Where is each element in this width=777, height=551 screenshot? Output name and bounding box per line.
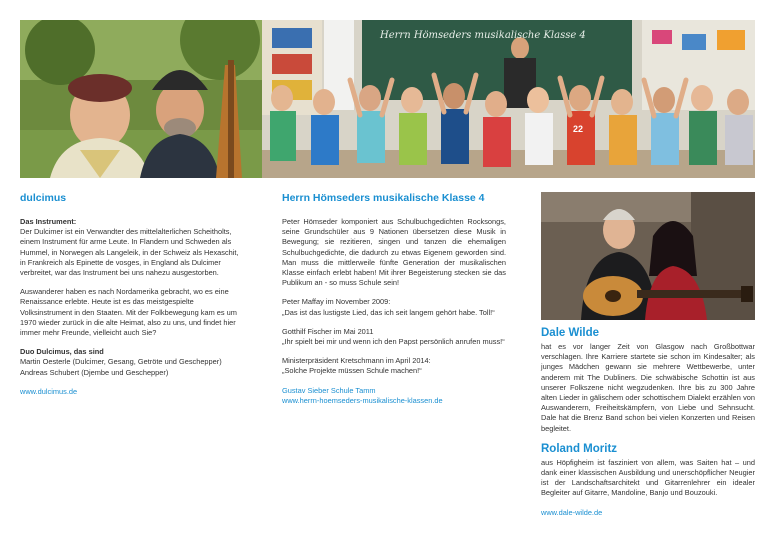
dale-wilde-photo [541,192,755,320]
quote-2-source: Gotthilf Fischer im Mai 2011 [282,326,374,336]
dale-wilde-heading: Dale Wilde [541,327,600,339]
instrument-title: Das Instrument: [20,217,77,226]
class-link[interactable]: www.herrn-hoemseders-musikalische-klassen.de [282,395,443,405]
dulcimus-heading: dulcimus [20,192,67,204]
dale-wilde-column [541,327,755,518]
class-column [282,192,506,406]
class-heading: Herrn Hömseders musikalische Klasse 4 [282,192,485,204]
dulcimus-link[interactable]: www.dulcimus.de [20,386,78,396]
member-2: Andreas Schubert (Djembe und Geschepper) [20,367,169,377]
dulcimus-photo [20,20,262,178]
duo-title: Duo Dulcimus, das sind [20,347,104,357]
quote-1-source: Peter Maffay im November 2009: [282,297,391,307]
roland-moritz-heading: Roland Moritz [541,442,618,455]
history-text: Auswanderer haben es nach Nordamerika gebracht, wo es eine Renaissance erlebte. Heute ist es das meistgespielte Volksinstrument in den Staaten. Mit der Folkbewegung kam es um 1970 wieder zurück in die alte Heimat, also zu uns, und findet hier immer mehr Freunde, vielleicht auch Sie? [20,287,237,338]
instrument-text: Der Dulcimer ist ein Verwandter des mittelalterlichen Scheitholts, einem Instrument für arme Leute. In Flandern und Schweden als Hummel, in Norwegen als Langeleik, in der Schweiz als Hexaschit, in Frankreich als Epinette de vosges, in England als Dulcimer verbreitet, war das Instrument bei uns nahezu ausgestorben. [20,227,239,278]
school-name: Gustav Sieber Schule Tamm [282,385,376,395]
chalkboard-text: Herrn Hömseders musikalische Klasse 4 [380,30,586,41]
roland-moritz-text: aus Höpfigheim ist fasziniert von allem, was Saiten hat – und dank einer klassischen Ausbildung und unerschöpflicher Neugier ist der Landschaftsarchitekt und Gitarrenlehrer ein idealer Begleiter auf Gitarre, Mandoline, Banjo und Bouzouki. [541,457,755,498]
quote-2-text: „Ihr spielt bei mir und wenn ich den Papst persönlich anrufen muss!“ [282,337,505,347]
jersey-number: 22 [573,124,584,134]
quote-3-text: „Solche Projekte müssen Schule machen!“ [282,366,422,376]
dale-wilde-link[interactable]: www.dale-wilde.de [541,507,603,517]
quote-1-text: „Das ist das lustigste Lied, das ich seit langem gehört habe. Toll!“ [282,307,495,317]
dale-wilde-text: hat es vor langer Zeit von Glasgow nach Großbottwar verschlagen. Ihre Karriere startete sie schon im Kindesalter; als junges Mädchen gewann sie mehrere Wettbewerbe, unter anderem mit The Dubliners. Die schwäbische Schottin ist aus unserer Folkszene nicht wegzudenken. Ihre bis zu 300 Jahre alten Lieder in gälischem oder schottischem Dialekt erzählen von Auswanderern, Freiheitskämpfern, von Liebe und Sehnsucht. Dale hat die Brenz Band schon bei vielen Konzerten und Reisen begleitet. [541,342,755,433]
member-1: Martin Oesterle (Dulcimer, Gesang, Getröte und Geschepper) [20,357,222,367]
class-intro: Peter Hömseder komponiert aus Schulbuchgedichten Rocksongs, seine Grundschüler aus 9 Nationen übersetzen diese Musik in Bewegung; sie rezitieren, singen und tanzen die ehemaligen Schulbuchgedichte, die dadurch zu etwas Eigenem geworden sind. Man muss die mittlerweile fünfte Generation der musikalischen Klasse einfach erlebt haben! Mit ihrer Begeisterung stecken sie das Publikum an - so muss Schule sein! [282,217,506,288]
class-photo [262,20,755,178]
dulcimus-column [20,192,242,397]
quote-3-source: Ministerpräsident Kretschmann im April 2014: [282,356,431,366]
